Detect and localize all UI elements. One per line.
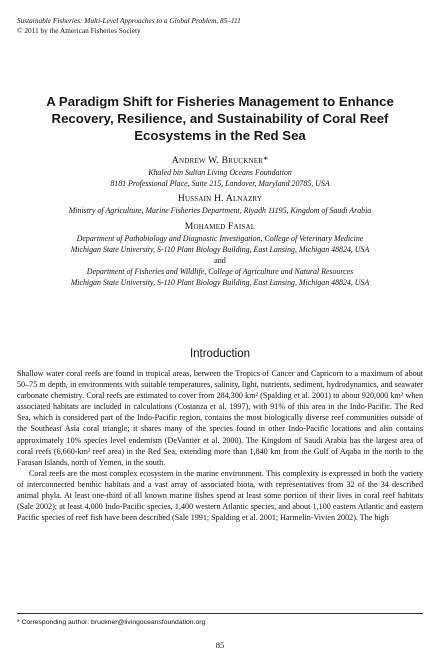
- author-name: Mohamed Faisal: [184, 220, 256, 232]
- running-head-citation: Sustainable Fisheries: Multi-Level Approaches to a Global Problem, 85–111: [17, 16, 241, 25]
- author-affiliation: Department of Fisheries and Wildlife, College of Agriculture and Natural Resources: [86, 267, 354, 277]
- paragraph: Shallow water coral reefs are found in tropical areas, between the Tropics of Cancer and Capricorn to a maximum of about 50–75 m depth, in environments with suitable temperatures, salinity, light, nutrients, sediment, hydrodynamics, and seawater carbonate chemistry. Coral reefs are estimated to cover from 284,300 km² (Spalding et al. 2001) to about 920,000 km² when associated habitats are included in calculations (Costanza et al. 1997), with 91% of this area in the Indo-Pacific. The Red Sea, which is considered part of the Indo-Pacific region, contains the most biologically diverse reef communities outside of the Southeast Asia coral triangle; it shares many of the species found in other Indo-Pacific locations and also contains approximately 10% species level endemism (DeVantier et al. 2000). The Kingdom of Saudi Arabia has the largest area of coral reefs (6,660-km² reef area) in the Red Sea, extending more than 1,840 km from the Gulf of Aqaba in the north to the Farasan Islands, north of Yemen, in the south.: [17, 369, 423, 467]
- author-affiliation: 8181 Professional Place, Suite 215, Landover, Maryland 20785, USA: [110, 179, 330, 189]
- paragraph: Coral reefs are the most complex ecosystem in the marine environment. This complexity is expressed in both the variety of interconnected benthic habitats and a vast array of associated biota, with representatives from 32 of the 34 described animal phyla. At least one-third of all known marine fishes spend at least some portion of their lives in coral reef habitats (Sale 2002); at least 4,000 Indo-Pacific species, 1,400 western Atlantic species, and about 1,100 eastern Atlantic and eastern Pacific species of reef fish have been described (Sale 1991; Spalding et al. 2001; Harmelin-Vivien 2002). The high: [17, 468, 423, 523]
- author-affiliation: Ministry of Agriculture, Marine Fisheries Department, Riyadh 11195, Kingdom of Saudi Arabia: [68, 206, 372, 216]
- section-heading: Introduction: [189, 348, 251, 360]
- footnote: * Corresponding author: bruckner@livingoceansfoundation.org: [17, 619, 206, 626]
- affiliation-conjunction: and: [214, 256, 226, 266]
- running-head-copyright: © 2011 by the American Fisheries Society: [17, 26, 141, 35]
- author-block: [10, 155, 430, 288]
- author-name: Hussain H. Alnazry: [177, 193, 263, 205]
- author-affiliation: Michigan State University, S-110 Plant Biology Building, East Lansing, Michigan 48824, USA: [70, 278, 370, 288]
- body-text: [17, 368, 423, 523]
- footnote-divider: [17, 613, 423, 614]
- page-number: 85: [215, 640, 225, 650]
- author-name: Andrew W. Bruckner*: [171, 155, 269, 166]
- author-affiliation: Michigan State University, S-110 Plant Biology Building, East Lansing, Michigan 48824, USA: [70, 244, 370, 254]
- running-head: [17, 16, 241, 36]
- author-affiliation: Department of Pathobiology and Diagnostic Investigation, College of Veterinary Medicine: [76, 233, 364, 243]
- article-title: A Paradigm Shift for Fisheries Management to Enhance Recovery, Resilience, and Sustainability of Coral Reef Ecosystems in the Red Sea: [46, 94, 394, 143]
- author-affiliation: Khaled bin Sultan Living Oceans Foundation: [148, 168, 292, 177]
